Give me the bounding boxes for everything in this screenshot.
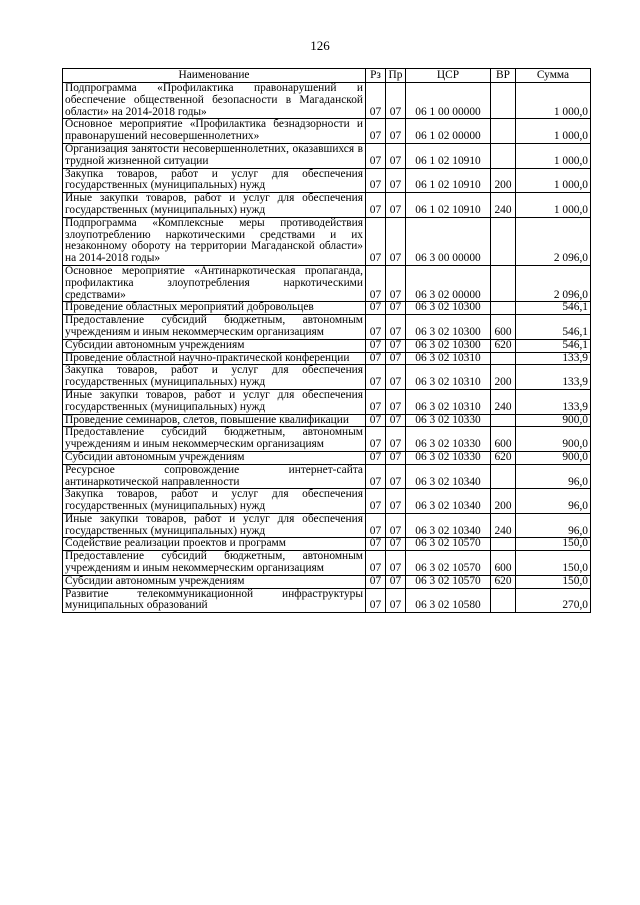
row-pr-cell: 07 [386, 119, 406, 144]
row-name-cell: Субсидии автономным учреждениям [63, 575, 366, 588]
row-vr-cell: 620 [491, 451, 516, 464]
row-sum-cell: 150,0 [516, 538, 591, 551]
row-rz-cell: 07 [366, 464, 386, 489]
row-sum-cell: 900,0 [516, 427, 591, 452]
row-csr-cell: 06 3 02 10310 [406, 365, 491, 390]
table-row [63, 489, 591, 514]
row-csr-cell: 06 3 02 10570 [406, 551, 491, 576]
row-sum-cell: 900,0 [516, 451, 591, 464]
row-name-cell: Проведение областной научно-практической конференции [63, 352, 366, 365]
row-csr-cell: 06 3 02 10300 [406, 302, 491, 315]
row-rz-cell: 07 [366, 315, 386, 340]
table-row [63, 575, 591, 588]
row-vr-cell [491, 119, 516, 144]
row-vr-cell [491, 83, 516, 119]
row-csr-cell: 06 3 02 10330 [406, 427, 491, 452]
row-rz-cell: 07 [366, 551, 386, 576]
row-sum-cell: 133,9 [516, 352, 591, 365]
row-rz-cell: 07 [366, 389, 386, 414]
header-pr: Пр [386, 69, 406, 83]
row-name-cell: Субсидии автономным учреждениям [63, 339, 366, 352]
row-rz-cell: 07 [366, 451, 386, 464]
row-pr-cell: 07 [386, 168, 406, 193]
row-csr-cell: 06 3 02 10340 [406, 513, 491, 538]
row-csr-cell: 06 1 02 10910 [406, 193, 491, 218]
row-csr-cell: 06 1 02 10910 [406, 168, 491, 193]
table-row [63, 352, 591, 365]
row-vr-cell [491, 414, 516, 427]
row-name-cell: Организация занятости несовершеннолетних, оказавшихся в трудной жизненной ситуации [63, 143, 366, 168]
row-vr-cell [491, 143, 516, 168]
row-pr-cell: 07 [386, 451, 406, 464]
table-row [63, 339, 591, 352]
row-csr-cell: 06 1 00 00000 [406, 83, 491, 119]
row-name-cell: Ресурсное сопровождение интернет-сайта антинаркотической направленности [63, 464, 366, 489]
row-sum-cell: 150,0 [516, 575, 591, 588]
row-vr-cell: 240 [491, 513, 516, 538]
row-sum-cell: 96,0 [516, 489, 591, 514]
row-rz-cell: 07 [366, 265, 386, 301]
row-sum-cell: 900,0 [516, 414, 591, 427]
table-row [63, 168, 591, 193]
row-vr-cell [491, 588, 516, 613]
table-row [63, 217, 591, 265]
row-sum-cell: 1 000,0 [516, 83, 591, 119]
table-row [63, 427, 591, 452]
row-sum-cell: 1 000,0 [516, 143, 591, 168]
row-pr-cell: 07 [386, 302, 406, 315]
row-name-cell: Субсидии автономным учреждениям [63, 451, 366, 464]
row-vr-cell: 620 [491, 339, 516, 352]
table-body [63, 83, 591, 613]
row-name-cell: Основное мероприятие «Профилактика безнадзорности и правонарушений несовершеннолетних» [63, 119, 366, 144]
row-csr-cell: 06 1 02 10910 [406, 143, 491, 168]
row-pr-cell: 07 [386, 588, 406, 613]
row-pr-cell: 07 [386, 513, 406, 538]
row-vr-cell: 200 [491, 168, 516, 193]
row-pr-cell: 07 [386, 265, 406, 301]
row-vr-cell: 600 [491, 315, 516, 340]
row-rz-cell: 07 [366, 365, 386, 390]
table-row [63, 83, 591, 119]
row-sum-cell: 133,9 [516, 389, 591, 414]
row-sum-cell: 546,1 [516, 339, 591, 352]
row-csr-cell: 06 3 02 10300 [406, 339, 491, 352]
row-csr-cell: 06 3 02 10340 [406, 464, 491, 489]
row-csr-cell: 06 3 02 00000 [406, 265, 491, 301]
row-sum-cell: 96,0 [516, 464, 591, 489]
table-row [63, 315, 591, 340]
table-header-row [63, 69, 591, 83]
row-sum-cell: 133,9 [516, 365, 591, 390]
row-rz-cell: 07 [366, 302, 386, 315]
row-pr-cell: 07 [386, 538, 406, 551]
row-vr-cell [491, 302, 516, 315]
page-number: 126 [310, 38, 330, 53]
row-sum-cell: 1 000,0 [516, 119, 591, 144]
row-csr-cell: 06 3 02 10570 [406, 575, 491, 588]
row-csr-cell: 06 1 02 00000 [406, 119, 491, 144]
table-row [63, 119, 591, 144]
header-sum: Сумма [516, 69, 591, 83]
row-rz-cell: 07 [366, 83, 386, 119]
row-sum-cell: 1 000,0 [516, 193, 591, 218]
row-rz-cell: 07 [366, 339, 386, 352]
row-sum-cell: 2 096,0 [516, 265, 591, 301]
row-vr-cell: 240 [491, 389, 516, 414]
budget-table [62, 68, 591, 613]
row-sum-cell: 546,1 [516, 302, 591, 315]
row-sum-cell: 270,0 [516, 588, 591, 613]
row-name-cell: Содействие реализации проектов и программ [63, 538, 366, 551]
row-pr-cell: 07 [386, 83, 406, 119]
row-pr-cell: 07 [386, 339, 406, 352]
row-vr-cell: 240 [491, 193, 516, 218]
table-row [63, 451, 591, 464]
row-rz-cell: 07 [366, 513, 386, 538]
table-row [63, 464, 591, 489]
table-row [63, 193, 591, 218]
row-csr-cell: 06 3 00 00000 [406, 217, 491, 265]
row-pr-cell: 07 [386, 389, 406, 414]
row-rz-cell: 07 [366, 538, 386, 551]
row-pr-cell: 07 [386, 414, 406, 427]
row-sum-cell: 2 096,0 [516, 217, 591, 265]
row-vr-cell: 620 [491, 575, 516, 588]
table-row [63, 588, 591, 613]
header-name: Наименование [63, 69, 366, 83]
row-rz-cell: 07 [366, 352, 386, 365]
row-vr-cell [491, 352, 516, 365]
row-pr-cell: 07 [386, 427, 406, 452]
row-csr-cell: 06 3 02 10580 [406, 588, 491, 613]
row-name-cell: Закупка товаров, работ и услуг для обеспечения государственных (муниципальных) нужд [63, 489, 366, 514]
row-name-cell: Проведение областных мероприятий добровольцев [63, 302, 366, 315]
header-vr: ВР [491, 69, 516, 83]
table-row [63, 414, 591, 427]
row-vr-cell: 200 [491, 365, 516, 390]
row-csr-cell: 06 3 02 10340 [406, 489, 491, 514]
row-rz-cell: 07 [366, 489, 386, 514]
row-name-cell: Иные закупки товаров, работ и услуг для обеспечения государственных (муниципальных) нужд [63, 389, 366, 414]
row-pr-cell: 07 [386, 551, 406, 576]
row-rz-cell: 07 [366, 168, 386, 193]
table-row [63, 265, 591, 301]
row-csr-cell: 06 3 02 10310 [406, 352, 491, 365]
row-vr-cell: 200 [491, 489, 516, 514]
row-name-cell: Закупка товаров, работ и услуг для обеспечения государственных (муниципальных) нужд [63, 365, 366, 390]
row-name-cell: Предоставление субсидий бюджетным, автономным учреждениям и иным некоммерческим организациям [63, 315, 366, 340]
row-pr-cell: 07 [386, 143, 406, 168]
row-name-cell: Иные закупки товаров, работ и услуг для обеспечения государственных (муниципальных) нужд [63, 513, 366, 538]
row-sum-cell: 1 000,0 [516, 168, 591, 193]
row-sum-cell: 546,1 [516, 315, 591, 340]
table-row [63, 513, 591, 538]
row-pr-cell: 07 [386, 489, 406, 514]
row-name-cell: Предоставление субсидий бюджетным, автономным учреждениям и иным некоммерческим организациям [63, 427, 366, 452]
row-vr-cell: 600 [491, 427, 516, 452]
row-rz-cell: 07 [366, 143, 386, 168]
table-row [63, 143, 591, 168]
row-csr-cell: 06 3 02 10300 [406, 315, 491, 340]
row-name-cell: Подпрограмма «Комплексные меры противодействия злоупотреблению наркотическими средствами и их незаконному обороту на территории Магаданской области» на 2014-2018 годы» [63, 217, 366, 265]
row-rz-cell: 07 [366, 414, 386, 427]
row-name-cell: Развитие телекоммуникационной инфраструктуры муниципальных образований [63, 588, 366, 613]
row-vr-cell [491, 265, 516, 301]
row-rz-cell: 07 [366, 217, 386, 265]
row-sum-cell: 96,0 [516, 513, 591, 538]
row-rz-cell: 07 [366, 575, 386, 588]
row-rz-cell: 07 [366, 427, 386, 452]
row-pr-cell: 07 [386, 352, 406, 365]
row-vr-cell [491, 217, 516, 265]
row-vr-cell [491, 538, 516, 551]
row-pr-cell: 07 [386, 464, 406, 489]
table-row [63, 538, 591, 551]
row-sum-cell: 150,0 [516, 551, 591, 576]
row-csr-cell: 06 3 02 10330 [406, 414, 491, 427]
table-row [63, 302, 591, 315]
header-rz: Рз [366, 69, 386, 83]
table-row [63, 365, 591, 390]
row-name-cell: Основное мероприятие «Антинаркотическая пропаганда, профилактика злоупотребления наркотическими средствами» [63, 265, 366, 301]
row-name-cell: Предоставление субсидий бюджетным, автономным учреждениям и иным некоммерческим организациям [63, 551, 366, 576]
row-name-cell: Подпрограмма «Профилактика правонарушений и обеспечение общественной безопасности в Магаданской области» на 2014-2018 годы» [63, 83, 366, 119]
row-name-cell: Иные закупки товаров, работ и услуг для обеспечения государственных (муниципальных) нужд [63, 193, 366, 218]
row-pr-cell: 07 [386, 315, 406, 340]
row-pr-cell: 07 [386, 365, 406, 390]
row-csr-cell: 06 3 02 10310 [406, 389, 491, 414]
row-pr-cell: 07 [386, 193, 406, 218]
header-csr: ЦСР [406, 69, 491, 83]
table-row [63, 551, 591, 576]
row-pr-cell: 07 [386, 217, 406, 265]
row-rz-cell: 07 [366, 119, 386, 144]
row-csr-cell: 06 3 02 10330 [406, 451, 491, 464]
row-rz-cell: 07 [366, 193, 386, 218]
row-rz-cell: 07 [366, 588, 386, 613]
row-name-cell: Закупка товаров, работ и услуг для обеспечения государственных (муниципальных) нужд [63, 168, 366, 193]
row-pr-cell: 07 [386, 575, 406, 588]
row-name-cell: Проведение семинаров, слетов, повышение квалификации [63, 414, 366, 427]
row-csr-cell: 06 3 02 10570 [406, 538, 491, 551]
table-row [63, 389, 591, 414]
row-vr-cell: 600 [491, 551, 516, 576]
row-vr-cell [491, 464, 516, 489]
